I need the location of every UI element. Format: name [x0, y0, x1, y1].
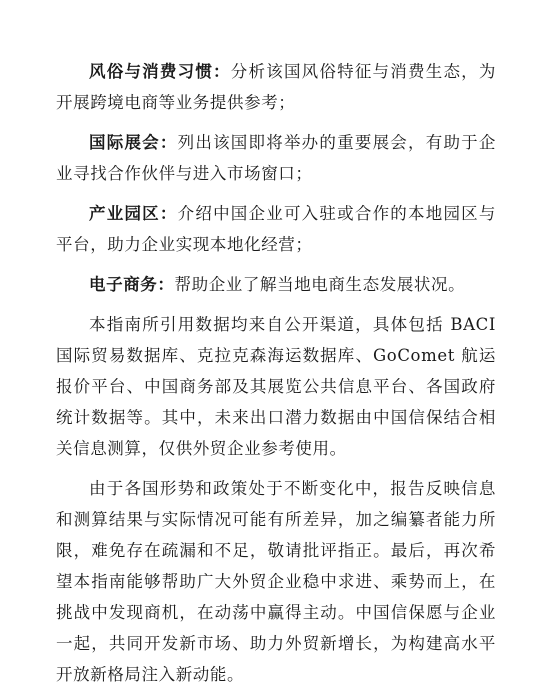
item-term: 国际展会： [89, 133, 178, 152]
paragraph-disclaimer: 由于各国形势和政策处于不断变化中，报告反映信息和测算结果与实际情况可能有所差异，加之编纂者能力所限，难免存在疏漏和不足，敬请批评指正。最后，再次希望本指南能够帮助广大外贸企业稳中求进、乘势而上，在挑战中发现商机，在动荡中赢得主动。中国信保愿与企业一起，共同开发新市场、助力外贸新增长，为构建高水平开放新格局注入新动能。 [56, 479, 496, 684]
item-text: 列出该国即将举办的重要展会，有助于企业寻找合作伙伴与进入市场窗口； [56, 133, 497, 183]
item-text: 帮助企业了解当地电商生态发展状况。 [174, 275, 466, 294]
item-term: 电子商务： [89, 275, 175, 294]
item-text: 分析该国风俗特征与消费生态，为开展跨境电商等业务提供参考； [56, 62, 496, 112]
paragraph-data-sources: 本指南所引用数据均来自公开渠道，具体包括 BACI 国际贸易数据库、克拉克森海运数据库、GoComet 航运报价平台、中国商务部及其展览公共信息平台、各国政府统计数据等。其中，未来出口潜力数据由中国信保结合相关信息测算，仅供外贸企业参考使用。 [56, 315, 496, 458]
item-term: 产业园区： [89, 204, 178, 223]
item-text: 介绍中国企业可入驻或合作的本地园区与平台，助力企业实现本地化经营； [56, 204, 497, 254]
item-term: 风俗与消费习惯： [89, 62, 231, 81]
item-industrial-parks [56, 198, 496, 260]
item-customs [56, 56, 496, 118]
item-exhibitions [56, 127, 496, 189]
item-ecommerce [56, 269, 496, 300]
